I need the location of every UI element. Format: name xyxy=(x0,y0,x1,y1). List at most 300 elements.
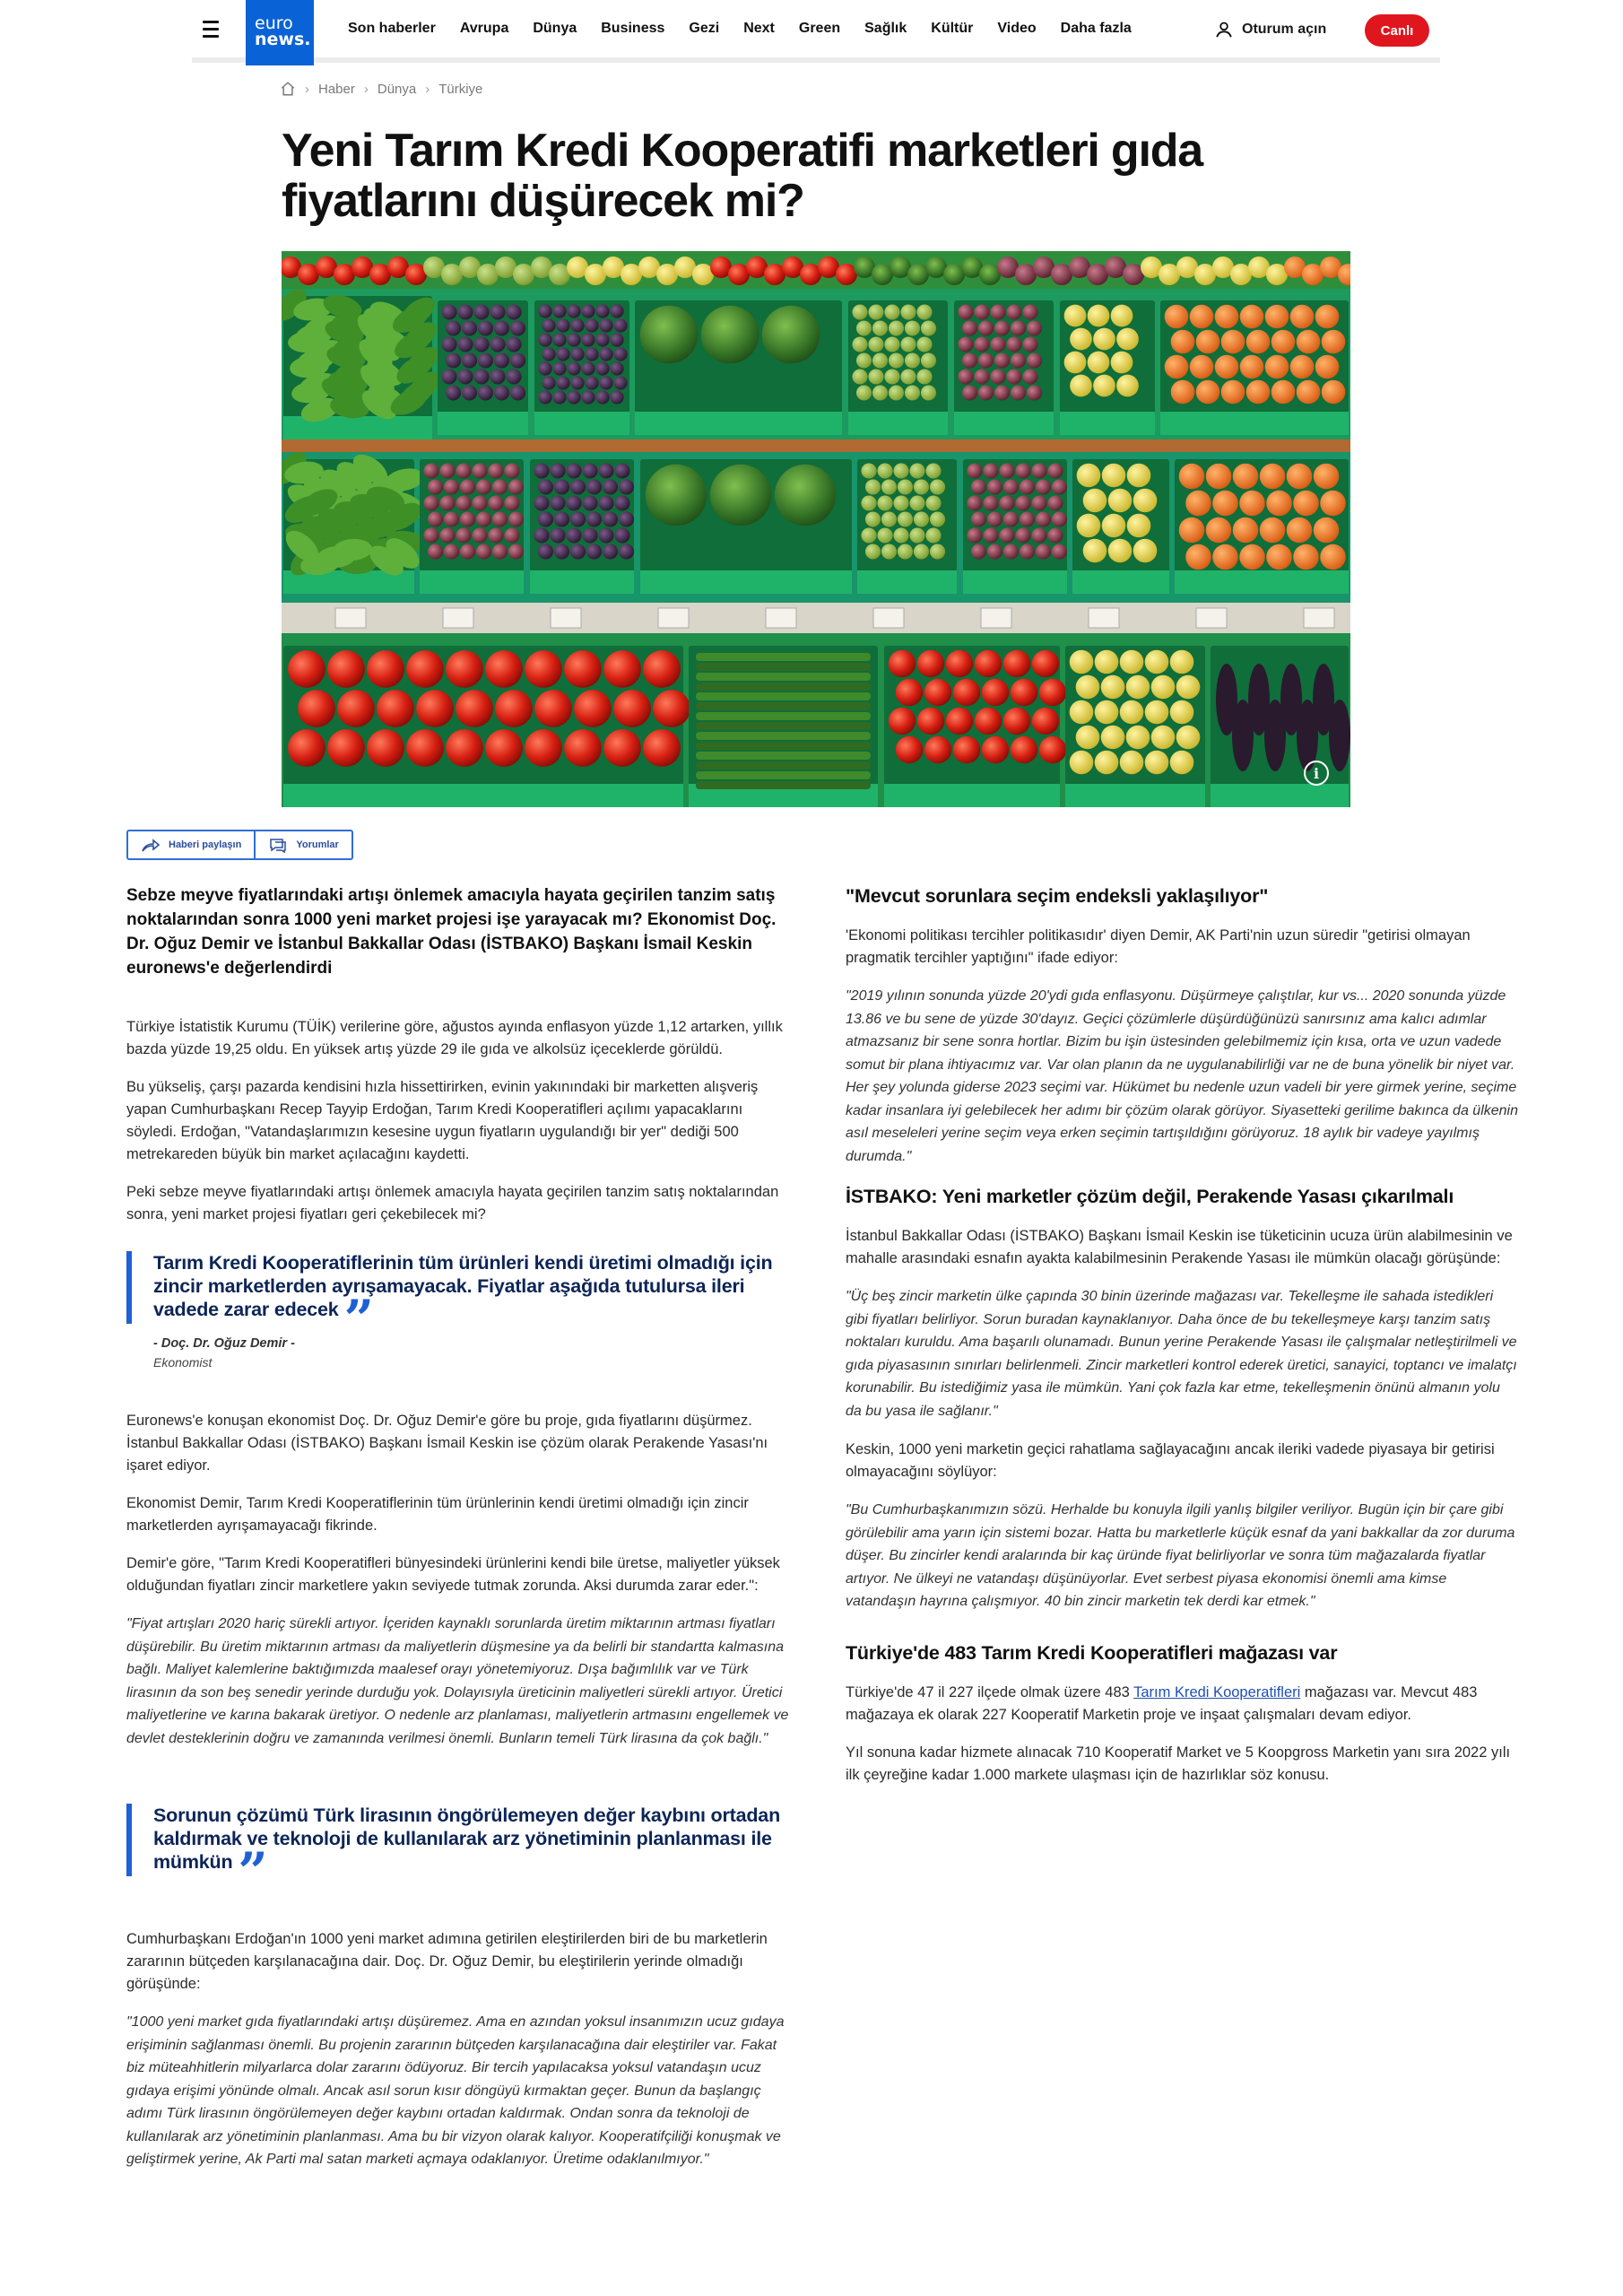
produce-item xyxy=(598,527,613,543)
produce-item xyxy=(1036,544,1051,559)
produce-item xyxy=(1039,736,1066,763)
produce-item xyxy=(1165,305,1189,329)
breadcrumb-item-turkiye[interactable]: Türkiye xyxy=(438,81,483,97)
produce-item xyxy=(550,527,565,543)
quote-mark-icon: ” xyxy=(343,1289,374,1350)
produce-item xyxy=(1031,463,1046,478)
produce-item xyxy=(423,527,438,543)
produce-item xyxy=(1145,751,1169,775)
produce-item xyxy=(893,463,908,478)
produce-item xyxy=(550,463,565,478)
produce-item xyxy=(552,361,566,375)
produce-item xyxy=(900,336,916,352)
produce-item xyxy=(990,304,1005,319)
produce-item xyxy=(1266,544,1292,570)
produce-item xyxy=(916,336,932,352)
produce-item xyxy=(288,650,325,688)
produce-item xyxy=(476,544,491,559)
produce-item xyxy=(696,692,871,700)
produce-item xyxy=(974,304,989,319)
nav-item-dunya[interactable]: Dünya xyxy=(533,21,577,36)
nav-item-daha-fazla[interactable]: Daha fazla xyxy=(1060,21,1132,36)
produce-item xyxy=(1052,479,1067,494)
live-button[interactable]: Canlı xyxy=(1365,14,1429,47)
produce-item xyxy=(971,511,986,526)
comment-bubble-icon xyxy=(268,837,288,853)
produce-item xyxy=(1170,700,1194,725)
paragraph: 'Ekonomi politikası tercihler politikasıdır' diyen Demir, AK Parti'nin uzun süredir "getirisi olmayan pragmatik tercihler yaptığını" ifade ediyor: xyxy=(846,927,1471,966)
produce-item xyxy=(953,736,980,763)
produce-item xyxy=(1011,679,1037,706)
produce-item xyxy=(696,683,871,691)
produce-item xyxy=(1170,650,1194,674)
produce-item xyxy=(909,463,924,478)
produce-item xyxy=(613,376,627,389)
produce-item xyxy=(1320,491,1346,517)
produce-item xyxy=(1020,479,1035,494)
produce-item xyxy=(1032,708,1059,735)
produce-item xyxy=(1111,305,1133,327)
crate-front xyxy=(530,570,634,594)
produce-item xyxy=(566,463,581,478)
produce-item xyxy=(1031,495,1046,510)
produce-item xyxy=(1233,517,1259,544)
tarim-kredi-link[interactable]: Tarım Kredi Kooperatifleri xyxy=(1133,1683,1301,1700)
crate-front xyxy=(954,412,1054,435)
produce-item xyxy=(1206,517,1232,544)
produce-item xyxy=(570,318,584,332)
produce-item xyxy=(570,347,584,361)
crate-front xyxy=(1065,784,1205,807)
paragraph: İstanbul Bakkallar Odası (İSTBAKO) Başkanı İsmail Keskin ise tüketicinin ucuza ürün alabilmesinin ve mahalle arasındaki esnafın ayakta kalabilmesinin Perakende Yasası ile mümkün olacağı görüşünde: xyxy=(846,1228,1513,1266)
produce-item xyxy=(1145,650,1169,674)
produce-item xyxy=(619,511,634,526)
produce-item xyxy=(884,304,899,319)
produce-item xyxy=(556,318,569,332)
produce-item xyxy=(423,495,438,510)
produce-item xyxy=(1011,385,1026,400)
produce-item xyxy=(1320,544,1346,570)
produce-item xyxy=(1020,544,1035,559)
produce-item xyxy=(909,495,924,510)
produce-item xyxy=(1006,304,1021,319)
produce-item xyxy=(598,463,613,478)
produce-item xyxy=(566,527,581,543)
produce-item xyxy=(510,320,525,335)
produce-item xyxy=(978,385,994,400)
produce-item xyxy=(889,352,904,368)
breadcrumb-item-dunya[interactable]: Dünya xyxy=(377,81,417,97)
produce-item xyxy=(446,320,461,335)
produce-item xyxy=(1212,544,1238,570)
produce-item xyxy=(1287,517,1313,544)
produce-item xyxy=(603,511,618,526)
produce-item xyxy=(510,352,525,368)
produce-item xyxy=(1265,355,1289,379)
produce-item xyxy=(909,527,924,543)
produce-item xyxy=(1185,491,1211,517)
produce-item xyxy=(457,304,473,319)
produce-item xyxy=(1212,491,1238,517)
nav-item-kultur[interactable]: Kültür xyxy=(931,21,974,36)
produce-item xyxy=(1108,489,1133,513)
produce-item xyxy=(556,376,569,389)
produce-item xyxy=(1031,527,1046,543)
produce-item xyxy=(962,352,977,368)
produce-item xyxy=(916,369,932,384)
produce-item xyxy=(1102,514,1126,538)
produce-item xyxy=(567,304,580,317)
menu-icon[interactable] xyxy=(203,13,233,44)
produce-item xyxy=(1260,464,1286,490)
produce-item xyxy=(1179,517,1205,544)
produce-item xyxy=(889,650,916,677)
produce-item xyxy=(599,318,612,332)
nav-item-business[interactable]: Business xyxy=(601,21,665,36)
produce-item xyxy=(1287,464,1313,490)
produce-item xyxy=(538,390,551,404)
produce-item xyxy=(582,495,597,510)
produce-item xyxy=(534,463,549,478)
produce-item xyxy=(492,544,508,559)
paragraph xyxy=(846,1682,1518,1726)
produce-item xyxy=(538,544,553,559)
produce-item xyxy=(472,527,487,543)
produce-item xyxy=(1196,330,1220,354)
produce-item xyxy=(898,479,913,494)
crate-front xyxy=(1072,570,1169,594)
pull-quote-text: Tarım Kredi Kooperatiflerinin tüm ürünleri kendi üretimi olmadığı için zincir marketlerden ayrışamayacak. Fiyatlar aşağıda tutulursa ileri vadede zarar edecek xyxy=(153,1252,773,1320)
produce-item xyxy=(504,463,519,478)
produce-item xyxy=(581,333,595,346)
produce-item xyxy=(439,463,455,478)
produce-item xyxy=(925,463,941,478)
pull-quote-role: Ekonomist xyxy=(153,1355,213,1370)
produce-item xyxy=(367,729,404,767)
produce-item xyxy=(460,511,475,526)
produce-item xyxy=(1116,375,1139,397)
produce-item xyxy=(1052,544,1067,559)
produce-item xyxy=(603,479,618,494)
produce-item xyxy=(542,347,555,361)
produce-item xyxy=(696,653,871,661)
produce-item xyxy=(900,304,916,319)
chevron-right-icon: › xyxy=(425,81,430,97)
paragraph: Cumhurbaşkanı Erdoğan'ın 1000 yeni market adımına getirilen eleştirilerden biri de bu marketlerin zararının bütçeden karşılanacağına dair. Doç. Dr. Oğuz Demir, bu eleştirilerin yerinde olmadığı görüşünde: xyxy=(126,1931,768,1992)
produce-item xyxy=(640,306,699,364)
produce-item xyxy=(416,690,454,727)
produce-item xyxy=(962,385,977,400)
produce-item xyxy=(1151,675,1176,700)
produce-crates xyxy=(282,283,1350,807)
produce-item xyxy=(1088,305,1110,327)
produce-item xyxy=(462,352,477,368)
nav-item-green[interactable]: Green xyxy=(798,21,841,36)
nav-item-saglik[interactable]: Sağlık xyxy=(864,21,907,36)
euronews-logo[interactable] xyxy=(246,0,314,65)
crate-front xyxy=(1060,412,1155,435)
produce-item xyxy=(1171,330,1195,354)
produce-item xyxy=(1215,355,1239,379)
produce-item xyxy=(554,544,569,559)
produce-item xyxy=(554,511,569,526)
produce-item xyxy=(495,690,533,727)
produce-item xyxy=(506,304,521,319)
produce-item xyxy=(978,352,994,368)
chevron-right-icon: › xyxy=(363,81,369,97)
produce-item xyxy=(905,385,920,400)
produce-item xyxy=(921,352,936,368)
produce-item xyxy=(889,385,904,400)
produce-item xyxy=(983,495,998,510)
produce-item xyxy=(603,729,641,767)
produce-item xyxy=(534,690,572,727)
produce-item xyxy=(696,742,871,750)
produce-item xyxy=(457,369,473,384)
produce-item xyxy=(1095,700,1119,725)
produce-item xyxy=(552,304,566,317)
produce-item xyxy=(619,544,634,559)
produce-item xyxy=(1064,305,1087,327)
produce-item xyxy=(1314,464,1340,490)
produce-item xyxy=(476,511,491,526)
produce-item xyxy=(1011,320,1026,335)
produce-item xyxy=(1176,726,1201,750)
produce-item xyxy=(1070,650,1094,674)
produce-item xyxy=(488,495,503,510)
produce-item xyxy=(428,479,443,494)
produce-item xyxy=(877,463,892,478)
crate-front xyxy=(534,412,629,435)
pull-quote xyxy=(126,1804,790,1902)
produce-item xyxy=(538,361,551,375)
produce-item xyxy=(488,527,503,543)
produce-item xyxy=(877,495,892,510)
crate-front xyxy=(1211,784,1349,807)
produce-item xyxy=(861,463,876,478)
produce-item xyxy=(619,479,634,494)
main-nav xyxy=(348,21,1132,37)
produce-item xyxy=(881,544,897,559)
produce-item xyxy=(1293,491,1319,517)
produce-item xyxy=(1032,650,1059,677)
produce-item xyxy=(444,479,459,494)
produce-item xyxy=(585,347,598,361)
produce-item xyxy=(446,650,483,688)
nav-item-video[interactable]: Video xyxy=(997,21,1037,36)
produce-item xyxy=(570,376,584,389)
produce-item xyxy=(900,369,916,384)
produce-item xyxy=(446,352,461,368)
produce-item xyxy=(508,544,524,559)
produce-item xyxy=(428,544,443,559)
paragraph: Yıl sonuna kadar hizmete alınacak 710 Kooperatif Market ve 5 Koopgross Marketin yanı sıra 2022 yılı ilk çeyreğine kadar 1.000 markete ulaşması için de hazırlıklar söz konusu. xyxy=(846,1744,1511,1783)
crate-front xyxy=(848,412,948,435)
produce-item xyxy=(1314,517,1340,544)
produce-item xyxy=(872,352,888,368)
produce-item xyxy=(1101,726,1125,750)
produce-item xyxy=(893,495,908,510)
produce-item xyxy=(1165,355,1189,379)
produce-item xyxy=(473,304,489,319)
produce-item xyxy=(975,650,1002,677)
comments-label: Yorumlar xyxy=(296,839,339,850)
produce-item xyxy=(456,495,471,510)
produce-item xyxy=(914,511,929,526)
produce-item xyxy=(456,527,471,543)
paragraph-text: mağazası var. Mevcut 483 mağazaya ek olarak 227 Kooperatif Marketin proje ve inşaat çalışmaları devam ediyor. xyxy=(846,1683,1478,1723)
produce-item xyxy=(1003,479,1019,494)
produce-item xyxy=(1221,380,1245,404)
produce-item xyxy=(613,347,627,361)
produce-item xyxy=(1260,517,1286,544)
produce-item xyxy=(441,369,456,384)
produce-item xyxy=(1076,675,1100,700)
price-tag xyxy=(1089,608,1119,628)
produce-item xyxy=(930,479,945,494)
produce-item xyxy=(889,320,904,335)
produce-item xyxy=(585,376,598,389)
produce-item xyxy=(492,479,508,494)
produce-item xyxy=(905,352,920,368)
produce-item xyxy=(868,304,883,319)
produce-item xyxy=(1020,511,1035,526)
produce-item xyxy=(1070,375,1092,397)
produce-item xyxy=(603,650,641,688)
article-right-column xyxy=(846,883,1518,1802)
produce-item xyxy=(1240,305,1264,329)
produce-item xyxy=(1233,464,1259,490)
produce-item xyxy=(1265,305,1289,329)
share-bar xyxy=(126,830,353,860)
pull-quote-text: Sorunun çözümü Türk lirasının öngörülemeyen değer kaybını ortadan kaldırmak ve teknoloji de kullanılarak arz yönetiminin planlanması ile mümkün xyxy=(153,1805,780,1873)
produce-item xyxy=(494,352,509,368)
produce-item xyxy=(504,527,519,543)
produce-item xyxy=(1290,305,1315,329)
comments-button[interactable] xyxy=(254,831,351,858)
produce-item xyxy=(868,369,883,384)
produce-item xyxy=(1215,305,1239,329)
produce-item xyxy=(1064,352,1087,374)
produce-item xyxy=(556,347,569,361)
produce-item xyxy=(473,369,489,384)
produce-item xyxy=(460,479,475,494)
produce-item xyxy=(930,544,945,559)
produce-item xyxy=(865,544,881,559)
produce-item xyxy=(856,320,872,335)
produce-item xyxy=(999,463,1014,478)
share-button[interactable] xyxy=(128,831,254,858)
produce-item xyxy=(1196,380,1220,404)
produce-item xyxy=(898,544,913,559)
produce-item xyxy=(1108,539,1133,563)
produce-item xyxy=(643,650,681,688)
nav-item-son-haberler[interactable]: Son haberler xyxy=(348,21,436,36)
produce-item xyxy=(288,729,325,767)
produce-item xyxy=(1133,539,1158,563)
produce-item xyxy=(439,495,455,510)
produce-item xyxy=(581,390,595,404)
produce-item xyxy=(1239,544,1265,570)
login-button[interactable] xyxy=(1214,20,1326,39)
produce-item xyxy=(510,385,525,400)
nav-item-avrupa[interactable]: Avrupa xyxy=(459,21,509,36)
produce-item xyxy=(610,304,623,317)
produce-item xyxy=(953,679,980,706)
produce-item xyxy=(925,495,941,510)
produce-item xyxy=(865,479,881,494)
produce-item xyxy=(1095,751,1119,775)
breadcrumb-item-haber[interactable]: Haber xyxy=(318,81,355,97)
produce-item xyxy=(1047,527,1063,543)
crate-front xyxy=(283,784,683,807)
produce-item xyxy=(1095,650,1119,674)
paragraph: Bu yükseliş, çarşı pazarda kendisini hızla hissettirirken, evinin yakınındaki bir marketten alışveriş yapan Cumhurbaşkanı Recep Tayyip Erdoğan, Tarım Kredi Kooperatifleri açılımı yapacaklarını söyledi. Erdoğan, "Vatandaşlarımızın kesesine uygun fiyatların uygulandığı bir yer" dediği 500 metrekareden büyük bin market açılacağını kaydetti. xyxy=(126,1079,759,1162)
nav-item-gezi[interactable]: Gezi xyxy=(689,21,720,36)
produce-item xyxy=(1027,352,1042,368)
produce-item xyxy=(444,544,459,559)
produce-item xyxy=(861,495,876,510)
crate-front xyxy=(1160,412,1349,435)
produce-item xyxy=(974,336,989,352)
produce-item xyxy=(1015,495,1030,510)
produce-item xyxy=(987,544,1002,559)
produce-item xyxy=(925,527,941,543)
produce-item xyxy=(538,479,553,494)
logo-line-1: euro xyxy=(255,13,293,33)
home-icon[interactable] xyxy=(280,81,296,97)
produce-item xyxy=(603,544,618,559)
produce-item xyxy=(1027,385,1042,400)
produce-item xyxy=(696,771,871,779)
produce-item xyxy=(896,736,923,763)
info-icon[interactable]: i xyxy=(1304,761,1329,786)
produce-item xyxy=(1006,336,1021,352)
produce-item xyxy=(367,650,404,688)
produce-item xyxy=(983,527,998,543)
produce-item xyxy=(884,369,899,384)
produce-item xyxy=(298,690,335,727)
produce-item xyxy=(488,463,503,478)
section-heading: Türkiye'de 483 Tarım Kredi Kooperatifleri mağazası var xyxy=(846,1641,1338,1664)
produce-item xyxy=(872,385,888,400)
produce-item xyxy=(1070,751,1094,775)
produce-item xyxy=(337,690,375,727)
produce-item xyxy=(696,663,871,671)
produce-item xyxy=(595,333,609,346)
produce-item xyxy=(1120,751,1144,775)
produce-item xyxy=(1003,708,1030,735)
produce-item xyxy=(613,318,627,332)
paragraph: Keskin, 1000 yeni marketin geçici rahatlama sağlayacağını ancak ileriki vadede piyasaya bir getirisi olmayacağını söylüyor: xyxy=(846,1441,1495,1480)
produce-item xyxy=(423,463,438,478)
produce-item xyxy=(598,495,613,510)
produce-item xyxy=(564,729,602,767)
produce-item xyxy=(852,369,867,384)
logo-line-2: news. xyxy=(255,30,311,49)
produce-item xyxy=(552,390,566,404)
produce-item xyxy=(473,336,489,352)
quote-paragraph: "Bu Cumhurbaşkanımızın sözü. Herhalde bu konuyla ilgili yanlış bilgiler veriliyor. Bugün için bir çare gibi görülebilir ama yarın için sistemi bozar. Hatta bu marketlerle küçük esnaf da yani bakkallar da zor duruma düşer. Bu zincirler kendi aralarında bir kaç üründe fiyat belirliyorlar ve sonra tüm mağazalarda fiyatlar artıyor. Ne ülkeyi ne vatandaşı düşünüyorlar. Evet serbest piyasa ekonomisi önemli ama kimse vatandaşın hayrına çalışmıyor. 40 bin zincir marketin tek derdi kar etmek." xyxy=(846,1502,1515,1609)
nav-item-next[interactable]: Next xyxy=(743,21,775,36)
produce-item xyxy=(696,761,871,770)
produce-item xyxy=(868,336,883,352)
user-icon xyxy=(1214,20,1234,39)
produce-item xyxy=(999,495,1014,510)
produce-item xyxy=(542,318,555,332)
produce-item xyxy=(1145,700,1169,725)
produce-item xyxy=(485,729,523,767)
